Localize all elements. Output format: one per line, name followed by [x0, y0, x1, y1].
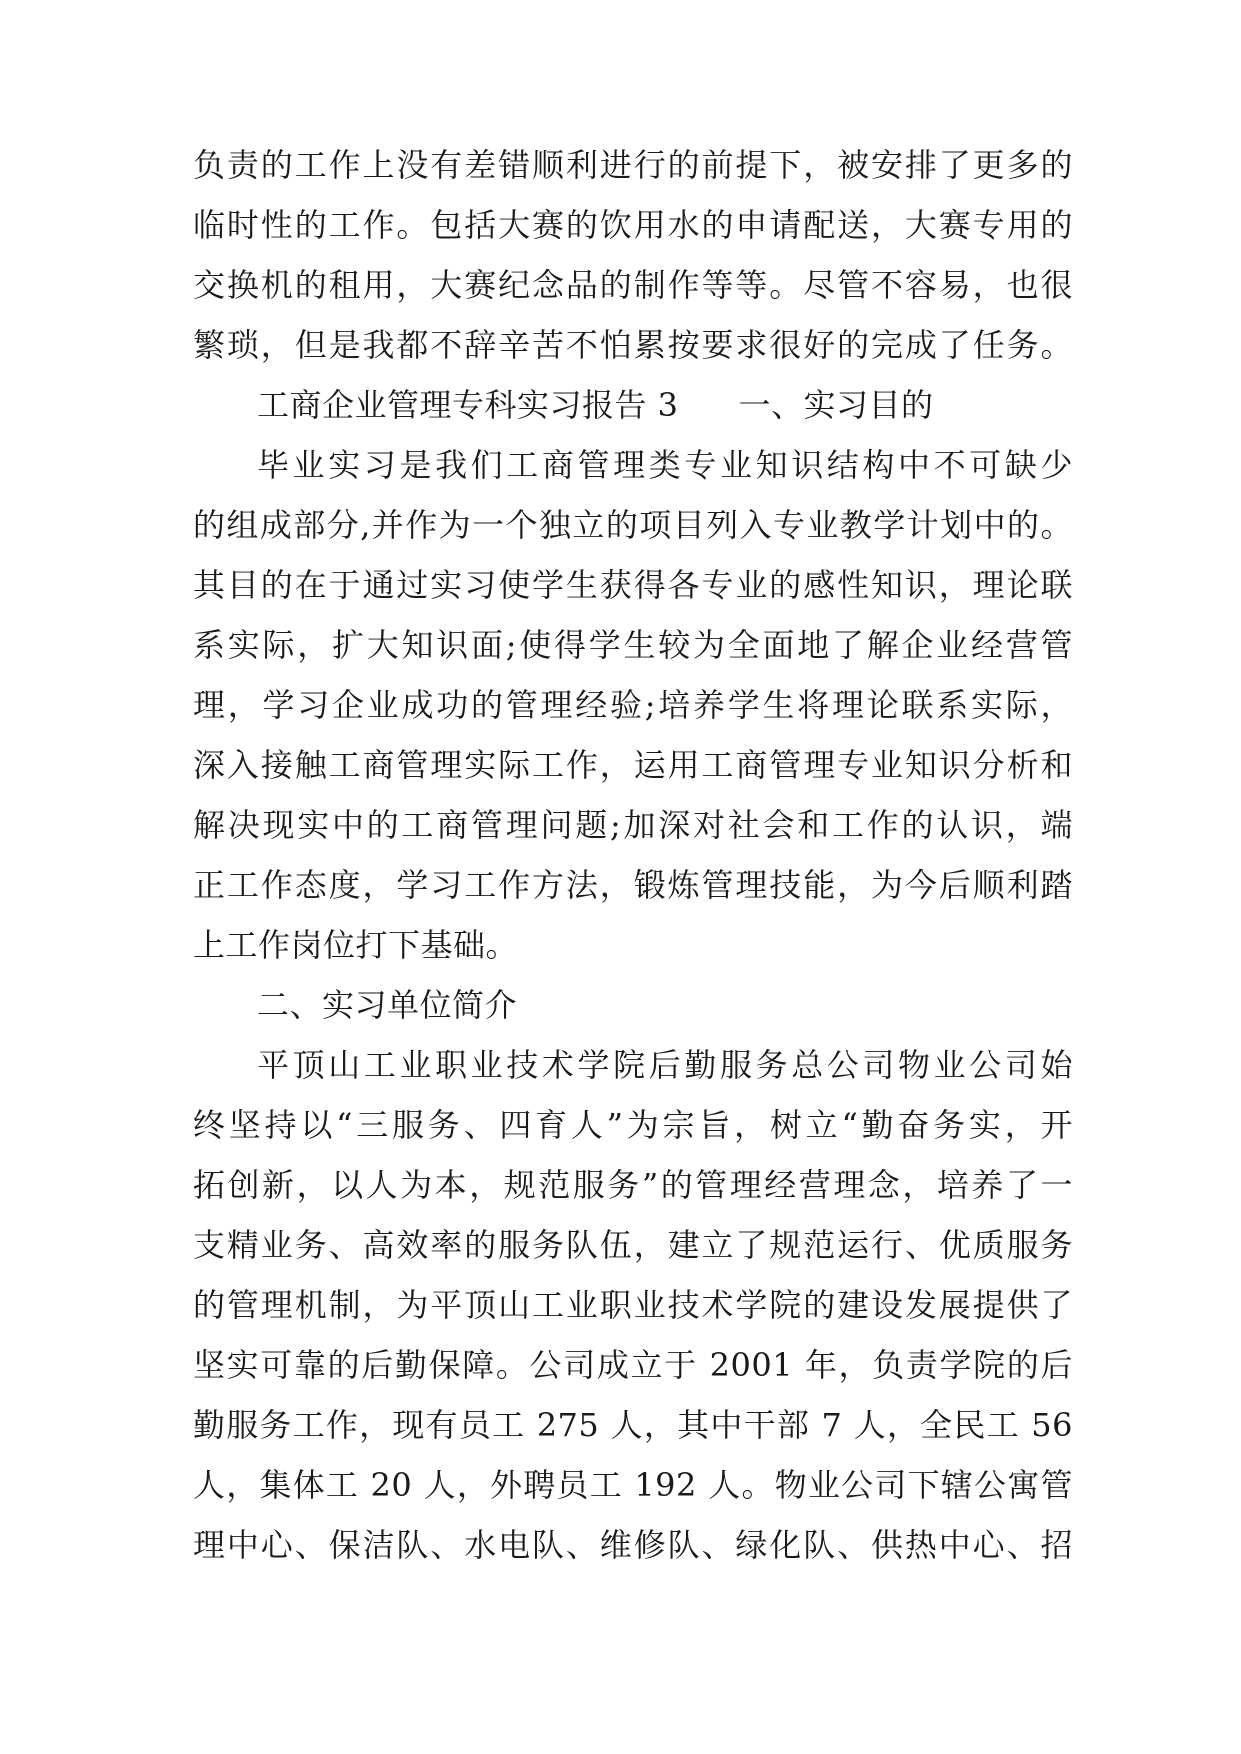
section-heading: 一、实习目的	[738, 386, 934, 424]
report-heading-line	[257, 375, 1073, 435]
text-line: 理，学习企业成功的管理经验;培养学生将理论联系实际，	[193, 686, 1073, 724]
text-line: 的管理机制，为平顶山工业职业技术学院的建设发展提供了	[193, 1286, 1073, 1324]
paragraph-first-line: 平顶山工业职业技术学院后勤服务总公司物业公司始	[257, 1046, 1073, 1084]
paragraph-first-line: 毕业实习是我们工商管理类专业知识结构中不可缺少	[257, 446, 1073, 484]
text-line: 勤服务工作，现有员工 275 人，其中干部 7 人，全民工 56	[193, 1406, 1073, 1444]
text-line: 临时性的工作。包括大赛的饮用水的申请配送，大赛专用的	[193, 206, 1073, 244]
text-line: 拓创新，以人为本，规范服务”的管理经营理念，培养了一	[193, 1166, 1073, 1204]
text-line: 的组成部分,并作为一个独立的项目列入专业教学计划中的。	[193, 506, 1073, 544]
text-line: 深入接触工商管理实际工作，运用工商管理专业知识分析和	[193, 746, 1073, 784]
text-line: 其目的在于通过实习使学生获得各专业的感性知识，理论联	[193, 566, 1073, 604]
text-line: 解决现实中的工商管理问题;加深对社会和工作的认识，端	[193, 806, 1073, 844]
text-line: 系实际，扩大知识面;使得学生较为全面地了解企业经营管	[193, 626, 1073, 664]
section-heading: 二、实习单位简介	[257, 986, 518, 1024]
text-line: 上工作岗位打下基础。	[193, 926, 519, 964]
text-line: 交换机的租用，大赛纪念品的制作等等。尽管不容易，也很	[193, 266, 1073, 304]
text-line: 正工作态度，学习工作方法，锻炼管理技能，为今后顺利踏	[193, 866, 1073, 904]
text-line: 人，集体工 20 人，外聘员工 192 人。物业公司下辖公寓管	[193, 1466, 1073, 1504]
text-line: 坚实可靠的后勤保障。公司成立于 2001 年，负责学院的后	[193, 1346, 1073, 1384]
text-line: 繁琐，但是我都不辞辛苦不怕累按要求很好的完成了任务。	[193, 326, 1073, 364]
report-title: 工商企业管理专科实习报告 3	[257, 386, 679, 424]
text-line: 终坚持以“三服务、四育人”为宗旨，树立“勤奋务实，开	[193, 1106, 1073, 1144]
text-line: 负责的工作上没有差错顺利进行的前提下，被安排了更多的	[193, 146, 1073, 184]
text-line: 理中心、保洁队、水电队、维修队、绿化队、供热中心、招	[193, 1526, 1073, 1564]
text-line: 支精业务、高效率的服务队伍，建立了规范运行、优质服务	[193, 1226, 1073, 1264]
